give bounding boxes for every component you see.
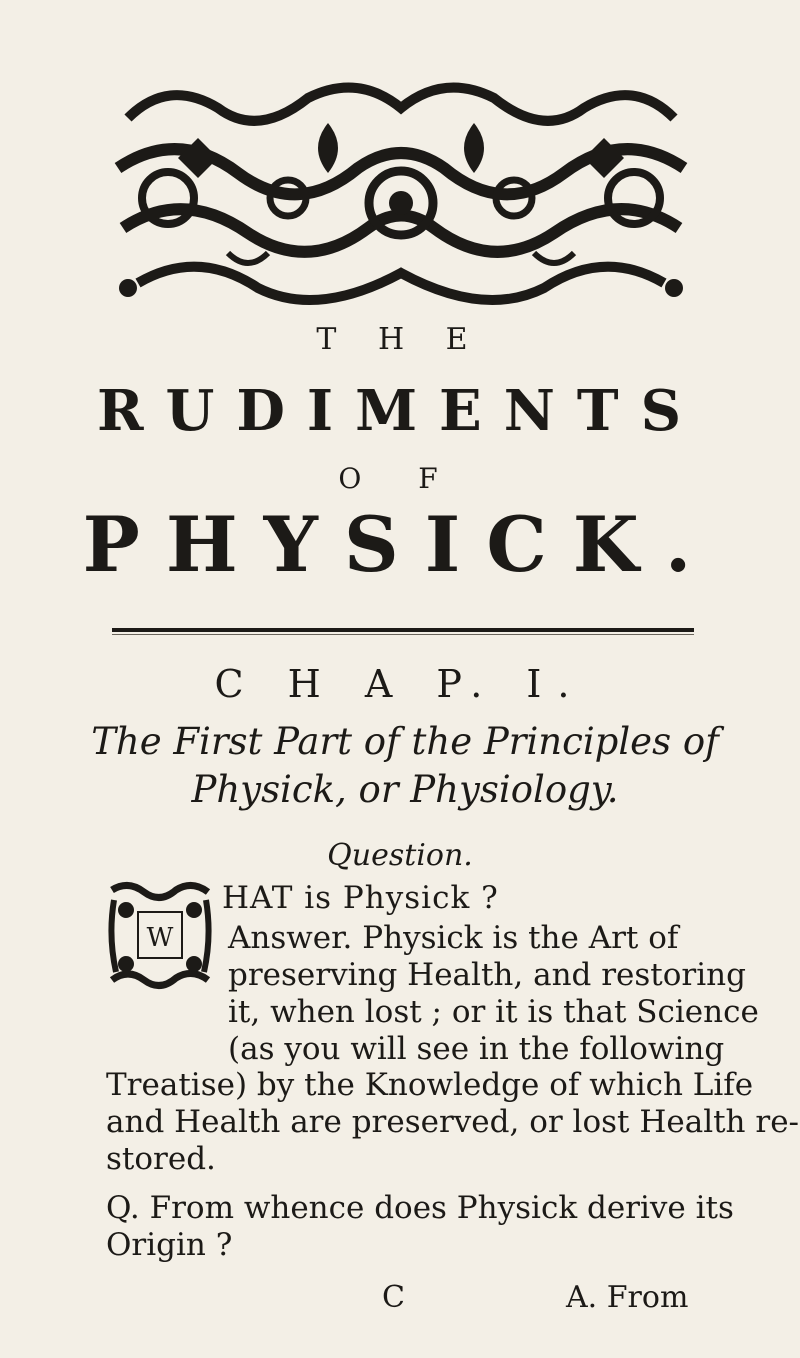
signature-mark: C — [382, 1280, 405, 1315]
body-line-6: Treatise) by the Knowledge of which Life — [106, 1067, 754, 1103]
body-line-3: preserving Health, and restoring — [228, 957, 746, 993]
body-line-7: and Health are preserved, or lost Health re- — [106, 1104, 800, 1140]
initial-letter: W — [146, 923, 174, 953]
body-line-4: it, when lost ; or it is that Science — [228, 994, 759, 1030]
body-line-1: HAT is Physick ? — [222, 880, 499, 916]
title-physick: PHYSICK. — [82, 500, 718, 589]
title-rudiments: RUDIMENTS — [96, 378, 704, 444]
catchword: A. From — [566, 1280, 689, 1315]
decorative-headpiece-icon — [108, 78, 694, 308]
chapter-subtitle-line-2: Physick, or Physiology. — [191, 768, 619, 811]
chapter-label: C H A P. I. — [214, 662, 586, 706]
decorated-initial-icon — [108, 880, 212, 992]
body-line-9: Q. From whence does Physick derive its — [106, 1190, 734, 1226]
body-line-10: Origin ? — [106, 1227, 233, 1263]
body-line-2: Answer. Physick is the Art of — [228, 920, 679, 956]
body-line-8: stored. — [106, 1141, 216, 1177]
title-rule — [112, 628, 694, 632]
chapter-subtitle-line-1: The First Part of the Principles of — [91, 720, 719, 763]
title-of: O F — [338, 462, 462, 495]
title-rule-thin — [112, 634, 694, 635]
title-the: T H E — [316, 322, 484, 357]
question-heading: Question. — [327, 838, 473, 873]
body-line-5: (as you will see in the following — [228, 1031, 725, 1067]
